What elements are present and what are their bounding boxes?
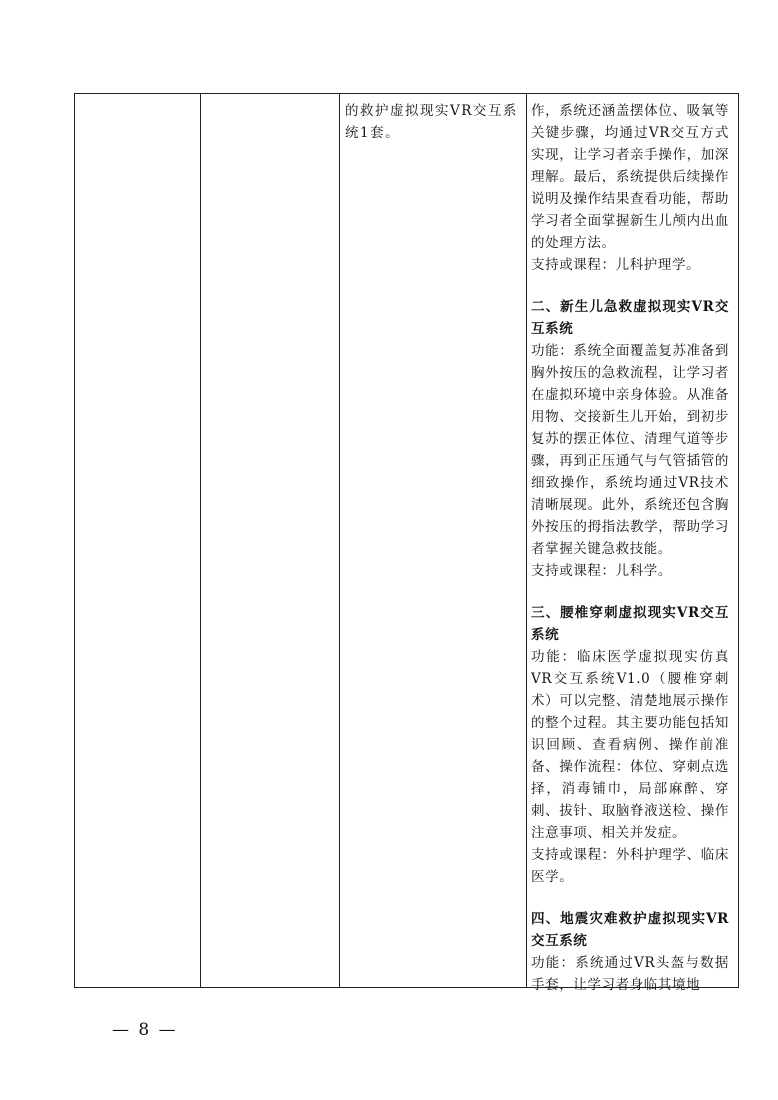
column-divider: [339, 94, 340, 987]
section-course: 支持或课程：儿科学。: [531, 563, 672, 579]
section-title: 二、新生儿急救虚拟现实VR交互系统: [531, 299, 729, 337]
page-number: — 8 —: [112, 1020, 178, 1040]
equipment-description-cell: 的救护虚拟现实VR交互系统1套。: [345, 103, 518, 141]
column-divider: [200, 94, 201, 987]
intro-course: 支持或课程：儿科护理学。: [531, 257, 701, 273]
function-description-cell: [531, 100, 729, 996]
intro-paragraph: 作，系统还涵盖摆体位、吸氧等关键步骤，均通过VR交互方式实现，让学习者亲手操作，加深理解。最后，系统提供后续操作说明及操作结果查看功能，帮助学习者全面掌握新生儿颅内出血的处理方法。: [531, 103, 729, 251]
content-table: [74, 93, 739, 993]
section-course: 支持或课程：外科护理学、临床医学。: [531, 847, 729, 885]
section-title: 四、地震灾难救护虚拟现实VR交互系统: [531, 911, 729, 949]
section-title: 三、腰椎穿刺虚拟现实VR交互系统: [531, 605, 729, 643]
section-function: 功能：系统通过VR头盔与数据手套，让学习者身临其境地: [531, 955, 729, 993]
column-divider: [526, 94, 527, 987]
section-function: 功能：临床医学虚拟现实仿真VR交互系统V1.0（腰椎穿刺术）可以完整、清楚地展示操作的整个过程。其主要功能包括知识回顾、查看病例、操作前准备、操作流程：体位、穿刺点选择，消毒铺巾，局部麻醉、穿刺、拔针、取脑脊液送检、操作注意事项、相关并发症。: [531, 649, 729, 841]
section-function: 功能：系统全面覆盖复苏准备到胸外按压的急救流程，让学习者在虚拟环境中亲身体验。从准备用物、交接新生儿开始，到初步复苏的摆正体位、清理气道等步骤，再到正压通气与气管插管的细致操作，系统均通过VR技术清晰展现。此外，系统还包含胸外按压的拇指法教学，帮助学习者掌握关键急救技能。: [531, 343, 729, 557]
